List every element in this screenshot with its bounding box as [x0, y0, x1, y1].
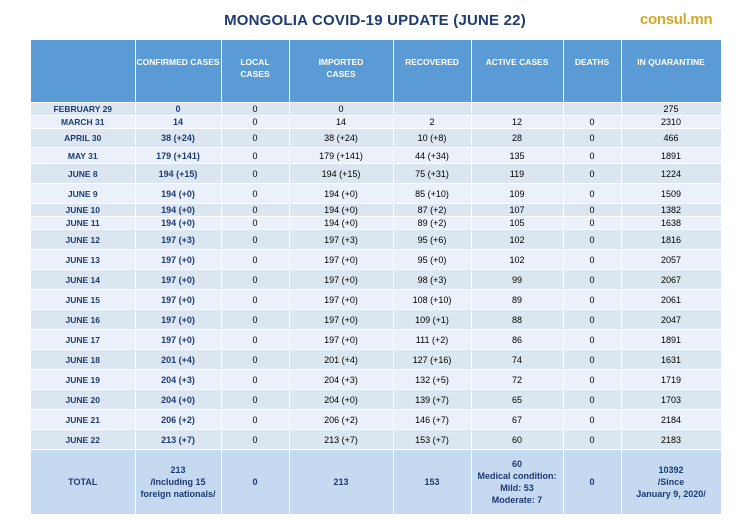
col-active-header: ACTIVE CASES	[471, 40, 563, 103]
cell-date: MAY 31	[31, 148, 135, 164]
cell-deaths: 0	[563, 410, 621, 430]
cell-local: 0	[221, 290, 289, 310]
cell-imported: 201 (+4)	[289, 350, 393, 370]
total-active-note3: Moderate: 7	[491, 495, 543, 505]
cell-recovered: 75 (+31)	[393, 164, 471, 184]
cell-imported: 206 (+2)	[289, 410, 393, 430]
cell-deaths: 0	[563, 370, 621, 390]
cell-local: 0	[221, 230, 289, 250]
cell-deaths: 0	[563, 184, 621, 204]
table-row	[31, 116, 721, 129]
cell-deaths: 0	[563, 164, 621, 184]
cell-local: 0	[221, 164, 289, 184]
cell-quarantine: 2057	[621, 250, 721, 270]
table-row	[31, 370, 721, 390]
cell-confirmed: 206 (+2)	[135, 410, 221, 430]
cell-recovered: 87 (+2)	[393, 204, 471, 217]
cell-active: 102	[471, 250, 563, 270]
cell-confirmed: 197 (+3)	[135, 230, 221, 250]
cell-quarantine: 2047	[621, 310, 721, 330]
col-local-header	[221, 40, 289, 103]
cell-deaths: 0	[563, 310, 621, 330]
cell-date: JUNE 18	[31, 350, 135, 370]
cell-confirmed: 38 (+24)	[135, 129, 221, 148]
cell-active: 72	[471, 370, 563, 390]
cell-quarantine: 1816	[621, 230, 721, 250]
table-row	[31, 184, 721, 204]
cell-recovered: 95 (+0)	[393, 250, 471, 270]
cell-quarantine: 1224	[621, 164, 721, 184]
total-active	[471, 450, 563, 515]
table-row	[31, 390, 721, 410]
cell-imported: 204 (+3)	[289, 370, 393, 390]
cell-recovered	[393, 103, 471, 116]
cell-deaths: 0	[563, 148, 621, 164]
table-row	[31, 250, 721, 270]
table-row	[31, 290, 721, 310]
cell-quarantine: 1891	[621, 330, 721, 350]
cell-deaths: 0	[563, 330, 621, 350]
cell-active: 28	[471, 129, 563, 148]
cell-deaths: 0	[563, 129, 621, 148]
cell-confirmed: 204 (+3)	[135, 370, 221, 390]
total-quarantine-note2: January 9, 2020/	[636, 489, 706, 499]
cell-confirmed: 194 (+0)	[135, 217, 221, 230]
total-local: 0	[221, 450, 289, 515]
col-imported-header-line1: IMPORTED	[318, 57, 364, 67]
col-local-header-line1: LOCAL	[240, 57, 270, 67]
cell-date: JUNE 21	[31, 410, 135, 430]
cell-confirmed: 0	[135, 103, 221, 116]
cell-date: JUNE 10	[31, 204, 135, 217]
cell-confirmed: 194 (+15)	[135, 164, 221, 184]
col-deaths-header: DEATHS	[563, 40, 621, 103]
col-date-header	[31, 40, 135, 103]
total-recovered: 153	[393, 450, 471, 515]
cell-recovered: 109 (+1)	[393, 310, 471, 330]
cell-date: MARCH 31	[31, 116, 135, 129]
cell-active: 89	[471, 290, 563, 310]
cell-date: JUNE 14	[31, 270, 135, 290]
cell-active: 65	[471, 390, 563, 410]
page-title: MONGOLIA COVID-19 UPDATE (JUNE 22)	[224, 12, 526, 29]
cell-date: JUNE 15	[31, 290, 135, 310]
cell-imported: 14	[289, 116, 393, 129]
cell-imported: 194 (+0)	[289, 204, 393, 217]
total-label: TOTAL	[31, 450, 135, 515]
brand-logo: consul.mn	[640, 11, 713, 28]
cell-active: 60	[471, 430, 563, 450]
table-row	[31, 330, 721, 350]
cell-imported: 197 (+0)	[289, 290, 393, 310]
cell-local: 0	[221, 217, 289, 230]
cell-deaths: 0	[563, 217, 621, 230]
cell-quarantine: 1509	[621, 184, 721, 204]
cell-quarantine: 2310	[621, 116, 721, 129]
cell-local: 0	[221, 250, 289, 270]
cell-confirmed: 213 (+7)	[135, 430, 221, 450]
col-imported-header	[289, 40, 393, 103]
cell-confirmed: 197 (+0)	[135, 270, 221, 290]
cell-active: 102	[471, 230, 563, 250]
total-confirmed-note2: foreign nationals/	[140, 489, 216, 499]
cell-confirmed: 197 (+0)	[135, 310, 221, 330]
cell-active: 99	[471, 270, 563, 290]
cell-local: 0	[221, 129, 289, 148]
cell-recovered: 108 (+10)	[393, 290, 471, 310]
col-confirmed-header: CONFIRMED CASES	[135, 40, 221, 103]
cell-active: 135	[471, 148, 563, 164]
cell-recovered: 139 (+7)	[393, 390, 471, 410]
cell-local: 0	[221, 410, 289, 430]
cell-date: JUNE 17	[31, 330, 135, 350]
cell-recovered: 127 (+16)	[393, 350, 471, 370]
cell-date: JUNE 19	[31, 370, 135, 390]
cell-confirmed: 204 (+0)	[135, 390, 221, 410]
total-confirmed	[135, 450, 221, 515]
cell-quarantine: 1382	[621, 204, 721, 217]
cell-active: 119	[471, 164, 563, 184]
cell-confirmed: 194 (+0)	[135, 204, 221, 217]
cell-date: JUNE 20	[31, 390, 135, 410]
cell-confirmed: 179 (+141)	[135, 148, 221, 164]
cell-deaths: 0	[563, 390, 621, 410]
cell-confirmed: 201 (+4)	[135, 350, 221, 370]
total-active-value: 60	[511, 459, 522, 469]
cell-quarantine: 1631	[621, 350, 721, 370]
cell-deaths: 0	[563, 430, 621, 450]
cell-imported: 197 (+0)	[289, 250, 393, 270]
cell-date: JUNE 13	[31, 250, 135, 270]
table-row	[31, 350, 721, 370]
cell-local: 0	[221, 204, 289, 217]
col-recovered-header: RECOVERED	[393, 40, 471, 103]
cell-recovered: 98 (+3)	[393, 270, 471, 290]
cell-imported: 197 (+0)	[289, 310, 393, 330]
cell-recovered: 111 (+2)	[393, 330, 471, 350]
cell-active: 74	[471, 350, 563, 370]
total-quarantine	[621, 450, 721, 515]
table-row	[31, 410, 721, 430]
total-deaths: 0	[563, 450, 621, 515]
cell-imported: 38 (+24)	[289, 129, 393, 148]
cell-deaths: 0	[563, 250, 621, 270]
cell-recovered: 146 (+7)	[393, 410, 471, 430]
cell-imported: 194 (+15)	[289, 164, 393, 184]
cell-local: 0	[221, 330, 289, 350]
table-row	[31, 148, 721, 164]
cell-confirmed: 197 (+0)	[135, 290, 221, 310]
cell-date: FEBRUARY 29	[31, 103, 135, 116]
table-row	[31, 204, 721, 217]
cell-quarantine: 2067	[621, 270, 721, 290]
total-imported: 213	[289, 450, 393, 515]
cell-active: 109	[471, 184, 563, 204]
total-quarantine-note1: /Since	[657, 477, 685, 487]
table-row	[31, 230, 721, 250]
cell-date: JUNE 16	[31, 310, 135, 330]
cell-deaths	[563, 103, 621, 116]
total-row	[31, 450, 721, 515]
total-confirmed-value: 213	[170, 465, 186, 475]
cell-date: JUNE 9	[31, 184, 135, 204]
cell-recovered: 132 (+5)	[393, 370, 471, 390]
cell-deaths: 0	[563, 290, 621, 310]
cell-recovered: 10 (+8)	[393, 129, 471, 148]
cell-imported: 0	[289, 103, 393, 116]
cell-deaths: 0	[563, 230, 621, 250]
cell-active: 12	[471, 116, 563, 129]
total-active-note1: Medical condition:	[477, 471, 557, 481]
col-local-header-line2: CASES	[240, 69, 270, 79]
table-row	[31, 430, 721, 450]
cell-local: 0	[221, 148, 289, 164]
cell-quarantine: 1703	[621, 390, 721, 410]
cell-local: 0	[221, 430, 289, 450]
total-active-note2: Mild: 53	[500, 483, 534, 493]
cell-confirmed: 194 (+0)	[135, 184, 221, 204]
cell-quarantine: 2183	[621, 430, 721, 450]
cell-local: 0	[221, 270, 289, 290]
total-confirmed-note1: /Including 15	[150, 477, 206, 487]
cell-imported: 213 (+7)	[289, 430, 393, 450]
covid-update-table	[31, 40, 722, 514]
cell-quarantine: 1638	[621, 217, 721, 230]
header-row	[31, 40, 721, 103]
cell-confirmed: 197 (+0)	[135, 330, 221, 350]
cell-date: JUNE 11	[31, 217, 135, 230]
cell-quarantine: 2184	[621, 410, 721, 430]
cell-local: 0	[221, 350, 289, 370]
cell-imported: 194 (+0)	[289, 184, 393, 204]
cell-recovered: 44 (+34)	[393, 148, 471, 164]
cell-local: 0	[221, 370, 289, 390]
cell-date: APRIL 30	[31, 129, 135, 148]
cell-quarantine: 275	[621, 103, 721, 116]
table-row	[31, 164, 721, 184]
cell-deaths: 0	[563, 116, 621, 129]
cell-deaths: 0	[563, 204, 621, 217]
cell-date: JUNE 8	[31, 164, 135, 184]
cell-local: 0	[221, 184, 289, 204]
cell-imported: 197 (+0)	[289, 330, 393, 350]
table-row	[31, 103, 721, 116]
cell-local: 0	[221, 103, 289, 116]
table-row	[31, 129, 721, 148]
col-imported-header-line2: CASES	[326, 69, 356, 79]
cell-confirmed: 14	[135, 116, 221, 129]
cell-confirmed: 197 (+0)	[135, 250, 221, 270]
cell-date: JUNE 22	[31, 430, 135, 450]
cell-recovered: 153 (+7)	[393, 430, 471, 450]
table-row	[31, 270, 721, 290]
cell-recovered: 95 (+6)	[393, 230, 471, 250]
total-quarantine-value: 10392	[658, 465, 684, 475]
cell-local: 0	[221, 390, 289, 410]
cell-local: 0	[221, 310, 289, 330]
cell-quarantine: 1891	[621, 148, 721, 164]
cell-deaths: 0	[563, 350, 621, 370]
cell-active: 67	[471, 410, 563, 430]
cell-imported: 204 (+0)	[289, 390, 393, 410]
cell-recovered: 2	[393, 116, 471, 129]
cell-quarantine: 2061	[621, 290, 721, 310]
table-row	[31, 217, 721, 230]
cell-date: JUNE 12	[31, 230, 135, 250]
cell-recovered: 89 (+2)	[393, 217, 471, 230]
cell-active: 105	[471, 217, 563, 230]
table-row	[31, 310, 721, 330]
cell-active	[471, 103, 563, 116]
cell-recovered: 85 (+10)	[393, 184, 471, 204]
cell-imported: 179 (+141)	[289, 148, 393, 164]
cell-deaths: 0	[563, 270, 621, 290]
col-quarantine-header: IN QUARANTINE	[621, 40, 721, 103]
cell-active: 88	[471, 310, 563, 330]
cell-quarantine: 466	[621, 129, 721, 148]
cell-imported: 197 (+0)	[289, 270, 393, 290]
cell-imported: 197 (+3)	[289, 230, 393, 250]
cell-active: 86	[471, 330, 563, 350]
cell-active: 107	[471, 204, 563, 217]
cell-imported: 194 (+0)	[289, 217, 393, 230]
cell-local: 0	[221, 116, 289, 129]
cell-quarantine: 1719	[621, 370, 721, 390]
